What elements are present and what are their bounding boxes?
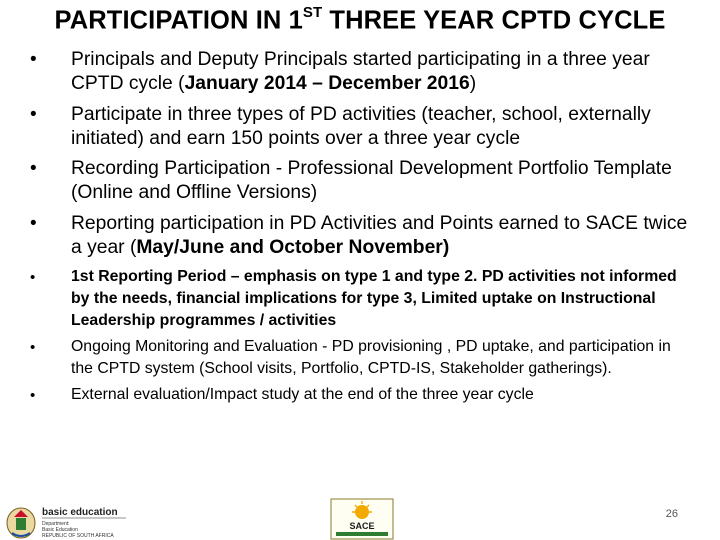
bullet-dot: • — [30, 103, 37, 125]
bullet-item: • Recording Participation - Professional Development Portfolio Template (Online and Offline Versions) — [30, 158, 672, 204]
title-prefix: PARTICIPATION IN 1 — [54, 6, 303, 35]
bullet-dot: • — [30, 49, 37, 70]
logo-line: REPUBLIC OF SOUTH AFRICA — [42, 533, 114, 539]
bullet-item: • Participate in three types of PD activities (teacher, school, externally initiated) and earn 150 points over a three year cycle — [30, 103, 651, 149]
bullet-dot: • — [30, 339, 36, 357]
logo-line: Department: — [42, 521, 70, 527]
bullet-dot: • — [30, 212, 37, 234]
bullet-item: • External evaluation/Impact study at the end of the three year cycle — [22, 384, 692, 406]
title-suffix: THREE YEAR CPTD CYCLE — [322, 6, 666, 35]
bullet-item: • 1st Reporting Period – emphasis on type 1 and type 2. PD activities not informed by the needs, financial implications for type 3, Limited uptake on Instructional Leadership programmes / activities — [30, 268, 677, 329]
sace-wordmark: SACE — [349, 521, 375, 531]
title-superscript: ST — [302, 4, 323, 21]
bullet-item: • Principals and Deputy Principals started participating in a three year CPTD cycle (January 2014 – December 2016) — [30, 49, 650, 95]
basic-education-logo — [4, 503, 129, 540]
page-number: 26 — [665, 508, 678, 520]
coat-of-arms-icon — [7, 508, 35, 538]
bullet-item: • Reporting participation in PD Activities and Points earned to SACE twice a year (May/June and October November) — [30, 212, 688, 259]
bullet-dot: • — [30, 158, 37, 180]
bullet-dot: • — [30, 269, 36, 287]
logo-line: Basic Education — [42, 527, 78, 533]
logo-wordmark: basic education — [42, 507, 118, 518]
bullet-dot: • — [30, 387, 36, 405]
bullet-list — [22, 48, 692, 411]
bullet-item: • Ongoing Monitoring and Evaluation - PD provisioning , PD uptake, and participation in the CPTD system (School visits, Portfolio, CPTD-IS, Stakeholder gatherings). — [30, 338, 671, 377]
sace-logo — [330, 498, 394, 540]
slide-title — [0, 6, 720, 36]
